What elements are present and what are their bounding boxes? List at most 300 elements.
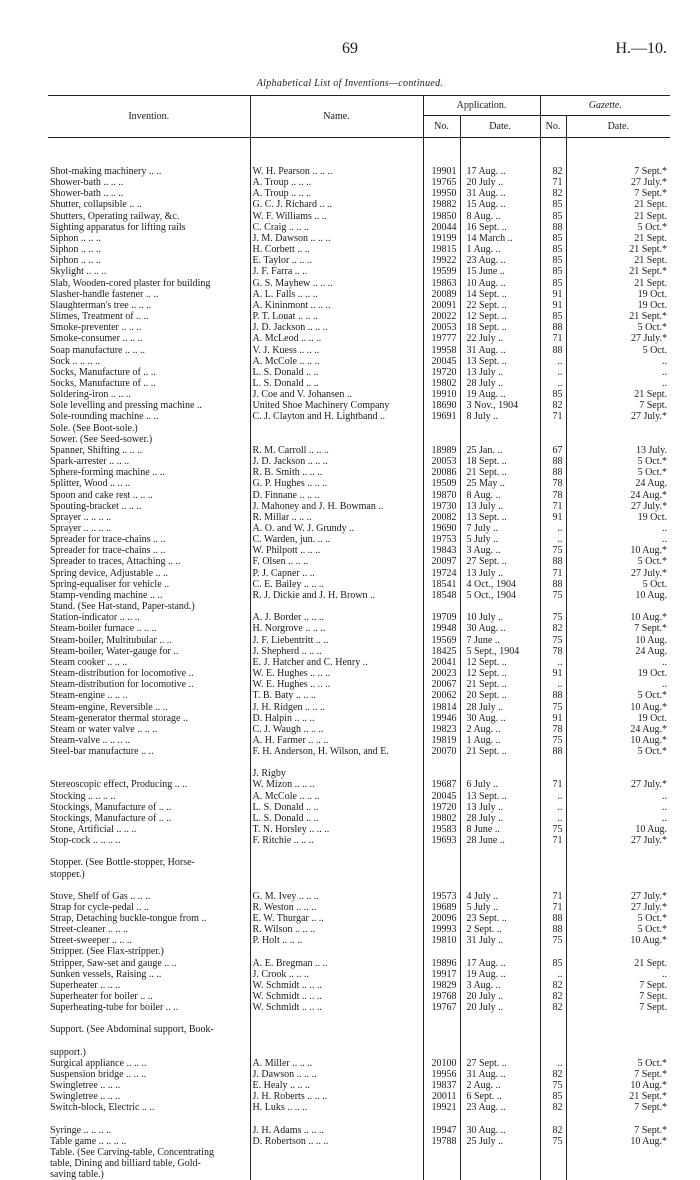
gazette-date-cell: 21 Sept. <box>566 233 670 244</box>
invention-cell: Shower-bath .. .. .. <box>48 188 250 199</box>
header-invention: Invention. <box>48 96 250 138</box>
gazette-date-cell <box>566 946 670 957</box>
name-cell: W. Philpott .. .. .. <box>250 545 423 556</box>
gazette-date-cell: 27 July.* <box>566 501 670 512</box>
gazette-no-cell: 91 <box>540 289 566 300</box>
application-no-cell: 19829 <box>423 980 460 991</box>
gazette-date-cell: 27 July.* <box>566 891 670 902</box>
name-cell: United Shoe Machinery Company <box>250 400 423 411</box>
gazette-date-cell <box>566 857 670 868</box>
application-no-cell: 20096 <box>423 913 460 924</box>
gazette-no-cell: 82 <box>540 1125 566 1136</box>
application-no-cell: 19956 <box>423 1069 460 1080</box>
invention-cell: Splitter, Wood .. .. .. <box>48 478 250 489</box>
gazette-date-cell: 21 Sept.* <box>566 1091 670 1102</box>
name-cell: J. H. Adams .. .. .. <box>250 1125 423 1136</box>
application-no-cell: 20100 <box>423 1058 460 1069</box>
name-cell <box>250 1047 423 1058</box>
application-date-cell: 20 July .. <box>460 991 540 1002</box>
application-date-cell: 27 Sept. .. <box>460 556 540 567</box>
invention-cell: Sole-rounding machine .. .. <box>48 411 250 422</box>
application-no-cell: 20089 <box>423 289 460 300</box>
gazette-date-cell: .. <box>566 367 670 378</box>
application-date-cell: 17 Aug. .. <box>460 166 540 177</box>
invention-cell: Sole. (See Boot-sole.) <box>48 423 250 434</box>
gazette-date-cell: 5 Oct.* <box>566 746 670 757</box>
application-date-cell: 13 Sept. .. <box>460 791 540 802</box>
name-cell <box>250 857 423 868</box>
application-no-cell: 19958 <box>423 345 460 356</box>
application-date-cell: 28 July .. <box>460 813 540 824</box>
table-row <box>48 991 670 1002</box>
application-date-cell: 8 Aug. .. <box>460 211 540 222</box>
table-row <box>48 523 670 534</box>
gazette-no-cell: 78 <box>540 478 566 489</box>
invention-cell: Spouting-bracket .. .. .. <box>48 501 250 512</box>
gazette-date-cell <box>566 768 670 779</box>
application-no-cell: 19810 <box>423 935 460 946</box>
application-date-cell <box>460 1147 540 1158</box>
name-cell: R. Millar .. .. .. <box>250 512 423 523</box>
name-cell: C. E. Bailey .. .. .. <box>250 579 423 590</box>
table-body <box>48 138 670 1180</box>
name-cell <box>250 423 423 434</box>
application-no-cell: 19709 <box>423 612 460 623</box>
application-no-cell: 20070 <box>423 746 460 757</box>
application-date-cell: 8 July .. <box>460 411 540 422</box>
application-no-cell <box>423 423 460 434</box>
table-row <box>48 1024 670 1035</box>
name-cell: P. J. Capner .. .. <box>250 568 423 579</box>
application-date-cell: 28 July .. <box>460 702 540 713</box>
application-no-cell: 19823 <box>423 724 460 735</box>
application-date-cell: 13 July .. <box>460 802 540 813</box>
application-no-cell: 19724 <box>423 568 460 579</box>
application-no-cell: 19573 <box>423 891 460 902</box>
name-cell: J. H. Ridgen .. .. .. <box>250 702 423 713</box>
gazette-date-cell: 10 Aug.* <box>566 1080 670 1091</box>
name-cell: A. Troup .. .. .. <box>250 177 423 188</box>
gazette-no-cell: 78 <box>540 724 566 735</box>
invention-cell: Stripper. (See Flax-stripper.) <box>48 946 250 957</box>
gazette-date-cell: 21 Sept. <box>566 389 670 400</box>
invention-cell: Sighting apparatus for lifting rails <box>48 222 250 233</box>
invention-cell: Smoke-preventer .. .. .. <box>48 322 250 333</box>
name-cell: W. E. Hughes .. .. .. <box>250 679 423 690</box>
application-no-cell: 19948 <box>423 623 460 634</box>
gazette-no-cell: 85 <box>540 389 566 400</box>
gazette-date-cell: .. <box>566 969 670 980</box>
gazette-date-cell: 5 Oct.* <box>566 1058 670 1069</box>
application-no-cell <box>423 857 460 868</box>
application-date-cell: 12 Sept. .. <box>460 668 540 679</box>
table-row <box>48 791 670 802</box>
application-date-cell: 3 Aug. .. <box>460 980 540 991</box>
application-date-cell: 25 May .. <box>460 478 540 489</box>
name-cell: G. C. J. Richard .. .. <box>250 199 423 210</box>
table-row <box>48 367 670 378</box>
list-subtitle: Alphabetical List of Inventions—continued. <box>0 78 700 89</box>
gazette-no-cell: 88 <box>540 579 566 590</box>
name-cell: R. Weston .. .. .. <box>250 902 423 913</box>
table-row <box>48 969 670 980</box>
gazette-date-cell: .. <box>566 813 670 824</box>
invention-cell: Spring device, Adjustable .. .. <box>48 568 250 579</box>
gazette-date-cell: 5 Oct.* <box>566 556 670 567</box>
table-row <box>48 222 670 233</box>
application-no-cell: 19583 <box>423 824 460 835</box>
application-date-cell <box>460 946 540 957</box>
name-cell: W. Schmidt .. .. .. <box>250 980 423 991</box>
name-cell: G. P. Hughes .. .. .. <box>250 478 423 489</box>
application-no-cell: 18690 <box>423 400 460 411</box>
application-date-cell: 31 Aug. .. <box>460 1069 540 1080</box>
invention-cell: Suspension bridge .. .. .. <box>48 1069 250 1080</box>
gazette-date-cell: 5 Oct.* <box>566 467 670 478</box>
name-cell: E. Healy .. .. .. <box>250 1080 423 1091</box>
application-date-cell: 14 March .. <box>460 233 540 244</box>
table-row <box>48 1125 670 1136</box>
table-row <box>48 824 670 835</box>
table-row <box>48 434 670 445</box>
table-row <box>48 389 670 400</box>
gazette-no-cell: .. <box>540 679 566 690</box>
document-code: H.—10. <box>615 40 667 58</box>
invention-cell: Steam-boiler, Water-gauge for .. <box>48 646 250 657</box>
name-cell: J. F. Liebentritt .. .. <box>250 635 423 646</box>
invention-cell: Sphere-forming machine .. .. <box>48 467 250 478</box>
table-row <box>48 724 670 735</box>
application-date-cell: 31 Aug. .. <box>460 345 540 356</box>
name-cell: F. Ritchie .. .. .. <box>250 835 423 846</box>
name-cell: A. L. Falls .. .. .. <box>250 289 423 300</box>
application-no-cell: 20011 <box>423 1091 460 1102</box>
invention-cell: Siphon .. .. .. <box>48 255 250 266</box>
name-cell: H. Corbett .. .. <box>250 244 423 255</box>
gazette-no-cell <box>540 1047 566 1058</box>
name-cell: J. H. Roberts .. .. .. <box>250 1091 423 1102</box>
invention-cell: Slaughterman's tree .. .. .. <box>48 300 250 311</box>
application-no-cell: 19753 <box>423 534 460 545</box>
table-row <box>48 456 670 467</box>
application-date-cell: 10 July .. <box>460 612 540 623</box>
name-cell: J. Rigby <box>250 768 423 779</box>
application-no-cell: 19917 <box>423 969 460 980</box>
name-cell: C. Craig .. .. .. <box>250 222 423 233</box>
application-no-cell <box>423 1047 460 1058</box>
gazette-date-cell <box>566 434 670 445</box>
gazette-date-cell: 10 Aug.* <box>566 735 670 746</box>
gazette-date-cell: 10 Aug.* <box>566 1136 670 1147</box>
table-row <box>48 668 670 679</box>
gazette-date-cell: 10 Aug. <box>566 635 670 646</box>
table-row <box>48 199 670 210</box>
table-header <box>48 96 670 138</box>
header-name: Name. <box>250 96 423 138</box>
invention-cell: Stop-cock .. .. .. .. <box>48 835 250 846</box>
gazette-date-cell: 5 Oct.* <box>566 690 670 701</box>
application-date-cell: 12 Sept. .. <box>460 657 540 668</box>
application-date-cell: 3 Aug. .. <box>460 545 540 556</box>
invention-cell: Sock .. .. .. .. <box>48 356 250 367</box>
table-row <box>48 779 670 790</box>
application-date-cell: 18 Sept. .. <box>460 456 540 467</box>
gazette-date-cell: .. <box>566 802 670 813</box>
table-row <box>48 869 670 880</box>
table-row <box>48 1069 670 1080</box>
application-date-cell: 1 Aug. .. <box>460 244 540 255</box>
gazette-no-cell: 82 <box>540 1002 566 1013</box>
gazette-date-cell: 21 Sept. <box>566 199 670 210</box>
invention-cell: saving table.) <box>48 1169 250 1180</box>
gazette-date-cell: 10 Aug.* <box>566 612 670 623</box>
table-row <box>48 445 670 456</box>
invention-cell: Spreader for trace-chains .. .. <box>48 545 250 556</box>
application-no-cell: 19921 <box>423 1102 460 1113</box>
gazette-date-cell <box>566 1147 670 1158</box>
table-row <box>48 835 670 846</box>
name-cell: J. M. Dawson .. .. .. <box>250 233 423 244</box>
gazette-date-cell: .. <box>566 657 670 668</box>
invention-cell: Spoon and cake rest .. .. .. <box>48 490 250 501</box>
gazette-date-cell <box>566 1047 670 1058</box>
header-gazette-date: Date. <box>566 116 670 138</box>
invention-cell: Soap manufacture .. .. .. <box>48 345 250 356</box>
invention-cell: Switch-block, Electric .. .. <box>48 1102 250 1113</box>
invention-cell: Swingletree .. .. .. <box>48 1080 250 1091</box>
invention-cell: Strap for cycle-pedal .. .. <box>48 902 250 913</box>
application-date-cell: 3 Nov., 1904 <box>460 400 540 411</box>
gazette-no-cell: 85 <box>540 266 566 277</box>
gazette-no-cell: .. <box>540 657 566 668</box>
gazette-no-cell: 85 <box>540 278 566 289</box>
table-row <box>48 478 670 489</box>
application-no-cell: 19802 <box>423 378 460 389</box>
gazette-no-cell <box>540 1169 566 1180</box>
application-date-cell: 16 Sept. .. <box>460 222 540 233</box>
invention-cell <box>48 768 250 779</box>
gazette-no-cell <box>540 768 566 779</box>
gazette-no-cell: 91 <box>540 668 566 679</box>
name-cell: J. Mahoney and J. H. Bowman .. <box>250 501 423 512</box>
table-row <box>48 857 670 868</box>
gazette-no-cell: 82 <box>540 980 566 991</box>
application-no-cell: 19765 <box>423 177 460 188</box>
invention-cell: Steam-valve .. .. .. .. <box>48 735 250 746</box>
name-cell: F. H. Anderson, H. Wilson, and E. <box>250 746 423 757</box>
table-row <box>48 1002 670 1013</box>
header-application-no: No. <box>423 116 460 138</box>
application-date-cell: 2 Sept. .. <box>460 924 540 935</box>
gazette-no-cell: 88 <box>540 467 566 478</box>
gazette-no-cell: 82 <box>540 991 566 1002</box>
application-no-cell: 19850 <box>423 211 460 222</box>
application-date-cell: 22 Sept. .. <box>460 300 540 311</box>
invention-cell: Stamp-vending machine .. .. <box>48 590 250 601</box>
invention-cell: Stripper, Saw-set and gauge .. .. <box>48 958 250 969</box>
invention-cell: Slasher-handle fastener .. .. <box>48 289 250 300</box>
table-row <box>48 601 670 612</box>
application-date-cell: 25 July .. <box>460 1136 540 1147</box>
application-no-cell: 19870 <box>423 490 460 501</box>
gazette-date-cell: 24 Aug. <box>566 646 670 657</box>
gazette-date-cell: 21 Sept.* <box>566 266 670 277</box>
application-no-cell <box>423 1024 460 1035</box>
gazette-date-cell: 19 Oct. <box>566 300 670 311</box>
table-row <box>48 924 670 935</box>
invention-cell: Superheater .. .. .. <box>48 980 250 991</box>
application-date-cell <box>460 601 540 612</box>
invention-cell: Swingletree .. .. .. <box>48 1091 250 1102</box>
gazette-date-cell: 21 Sept.* <box>566 311 670 322</box>
name-cell: G. S. Mayhew .. .. .. <box>250 278 423 289</box>
application-date-cell: 28 June .. <box>460 835 540 846</box>
row-gap <box>48 1114 670 1125</box>
invention-cell: Sunken vessels, Raising .. .. <box>48 969 250 980</box>
invention-cell: Station-indicator .. .. .. <box>48 612 250 623</box>
gazette-no-cell: 75 <box>540 590 566 601</box>
gazette-date-cell <box>566 601 670 612</box>
name-cell: A. E. Bregman .. .. <box>250 958 423 969</box>
gazette-no-cell: 71 <box>540 891 566 902</box>
gazette-date-cell: 27 July.* <box>566 835 670 846</box>
invention-cell: Sprayer .. .. .. .. <box>48 523 250 534</box>
table-row <box>48 935 670 946</box>
application-no-cell: 20022 <box>423 311 460 322</box>
gazette-date-cell: 7 Sept. <box>566 400 670 411</box>
application-no-cell: 20045 <box>423 791 460 802</box>
application-no-cell: 19768 <box>423 991 460 1002</box>
gazette-no-cell: .. <box>540 969 566 980</box>
invention-cell: Stereoscopic effect, Producing .. .. <box>48 779 250 790</box>
gazette-date-cell: 7 Sept. <box>566 991 670 1002</box>
application-no-cell: 18548 <box>423 590 460 601</box>
application-date-cell <box>460 1047 540 1058</box>
application-no-cell <box>423 768 460 779</box>
table-row <box>48 1147 670 1158</box>
invention-cell: Spreader to traces, Attaching .. .. <box>48 556 250 567</box>
application-date-cell <box>460 1169 540 1180</box>
application-date-cell: 21 Sept. .. <box>460 679 540 690</box>
gazette-date-cell: 21 Sept. <box>566 211 670 222</box>
name-cell <box>250 1024 423 1035</box>
gazette-no-cell: .. <box>540 378 566 389</box>
gazette-date-cell: 10 Aug. <box>566 590 670 601</box>
gazette-date-cell: .. <box>566 523 670 534</box>
name-cell: A. Kininmont .. .. .. <box>250 300 423 311</box>
application-date-cell: 30 Aug. .. <box>460 1125 540 1136</box>
row-gap <box>48 1036 670 1047</box>
gazette-no-cell: 75 <box>540 635 566 646</box>
gazette-no-cell <box>540 601 566 612</box>
application-no-cell: 19690 <box>423 523 460 534</box>
name-cell: W. Schmidt .. .. .. <box>250 991 423 1002</box>
gazette-date-cell: 27 July.* <box>566 177 670 188</box>
table-row <box>48 278 670 289</box>
application-no-cell: 19569 <box>423 635 460 646</box>
application-no-cell: 20067 <box>423 679 460 690</box>
name-cell <box>250 869 423 880</box>
gazette-date-cell: .. <box>566 378 670 389</box>
gazette-date-cell: 5 Oct.* <box>566 456 670 467</box>
table-row <box>48 211 670 222</box>
application-date-cell: 13 July .. <box>460 367 540 378</box>
invention-cell: Shutters, Operating railway, &c. <box>48 211 250 222</box>
name-cell: L. S. Donald .. .. <box>250 813 423 824</box>
gazette-date-cell: 5 Oct.* <box>566 913 670 924</box>
application-no-cell: 19693 <box>423 835 460 846</box>
invention-cell: Sole levelling and pressing machine .. <box>48 400 250 411</box>
invention-cell: Table game .. .. .. .. <box>48 1136 250 1147</box>
table-row <box>48 623 670 634</box>
application-date-cell: 6 July .. <box>460 779 540 790</box>
application-date-cell <box>460 768 540 779</box>
application-date-cell: 25 Jan. .. <box>460 445 540 456</box>
invention-cell: Superheater for boiler .. .. <box>48 991 250 1002</box>
table-row <box>48 713 670 724</box>
table-row <box>48 1080 670 1091</box>
table-row <box>48 333 670 344</box>
application-date-cell: 30 Aug. .. <box>460 713 540 724</box>
application-date-cell <box>460 857 540 868</box>
row-gap <box>48 1013 670 1024</box>
application-no-cell: 19687 <box>423 779 460 790</box>
name-cell <box>250 1158 423 1169</box>
name-cell: D. Halpin .. .. .. <box>250 713 423 724</box>
gazette-no-cell <box>540 946 566 957</box>
header-gazette: Gazette. <box>540 96 670 116</box>
invention-cell: Siphon .. .. .. <box>48 233 250 244</box>
name-cell: L. S. Donald .. .. <box>250 378 423 389</box>
application-date-cell: 20 Sept. .. <box>460 690 540 701</box>
table-row <box>48 958 670 969</box>
gazette-date-cell: .. <box>566 356 670 367</box>
gazette-date-cell: 10 Aug.* <box>566 935 670 946</box>
application-date-cell: 13 July .. <box>460 501 540 512</box>
application-no-cell: 19730 <box>423 501 460 512</box>
invention-cell: Stove, Shelf of Gas .. .. .. <box>48 891 250 902</box>
gazette-no-cell: 88 <box>540 746 566 757</box>
table-row <box>48 579 670 590</box>
application-date-cell: 7 June .. <box>460 635 540 646</box>
invention-cell: Superheating-tube for boiler .. .. <box>48 1002 250 1013</box>
name-cell: A. McLeod .. .. .. <box>250 333 423 344</box>
gazette-date-cell: 21 Sept. <box>566 958 670 969</box>
application-date-cell: 8 June .. <box>460 824 540 835</box>
application-no-cell: 19922 <box>423 255 460 266</box>
application-no-cell: 19843 <box>423 545 460 556</box>
application-date-cell: 17 Aug. .. <box>460 958 540 969</box>
gazette-date-cell: 24 Aug.* <box>566 724 670 735</box>
name-cell: T. N. Horsley .. .. .. <box>250 824 423 835</box>
name-cell: A. McCole .. .. .. <box>250 791 423 802</box>
invention-cell: Sower. (See Seed-sower.) <box>48 434 250 445</box>
gazette-no-cell: 78 <box>540 490 566 501</box>
application-no-cell: 19509 <box>423 478 460 489</box>
gazette-no-cell: 88 <box>540 456 566 467</box>
gazette-date-cell: 5 Oct. <box>566 345 670 356</box>
gazette-no-cell: .. <box>540 813 566 824</box>
header-gazette-no: No. <box>540 116 566 138</box>
application-date-cell: 4 July .. <box>460 891 540 902</box>
application-date-cell: 10 Aug. .. <box>460 278 540 289</box>
gazette-no-cell: .. <box>540 534 566 545</box>
gazette-no-cell: .. <box>540 367 566 378</box>
gazette-no-cell: 88 <box>540 690 566 701</box>
gazette-date-cell <box>566 1169 670 1180</box>
application-no-cell: 19993 <box>423 924 460 935</box>
name-cell: C. Warden, jun. .. .. <box>250 534 423 545</box>
